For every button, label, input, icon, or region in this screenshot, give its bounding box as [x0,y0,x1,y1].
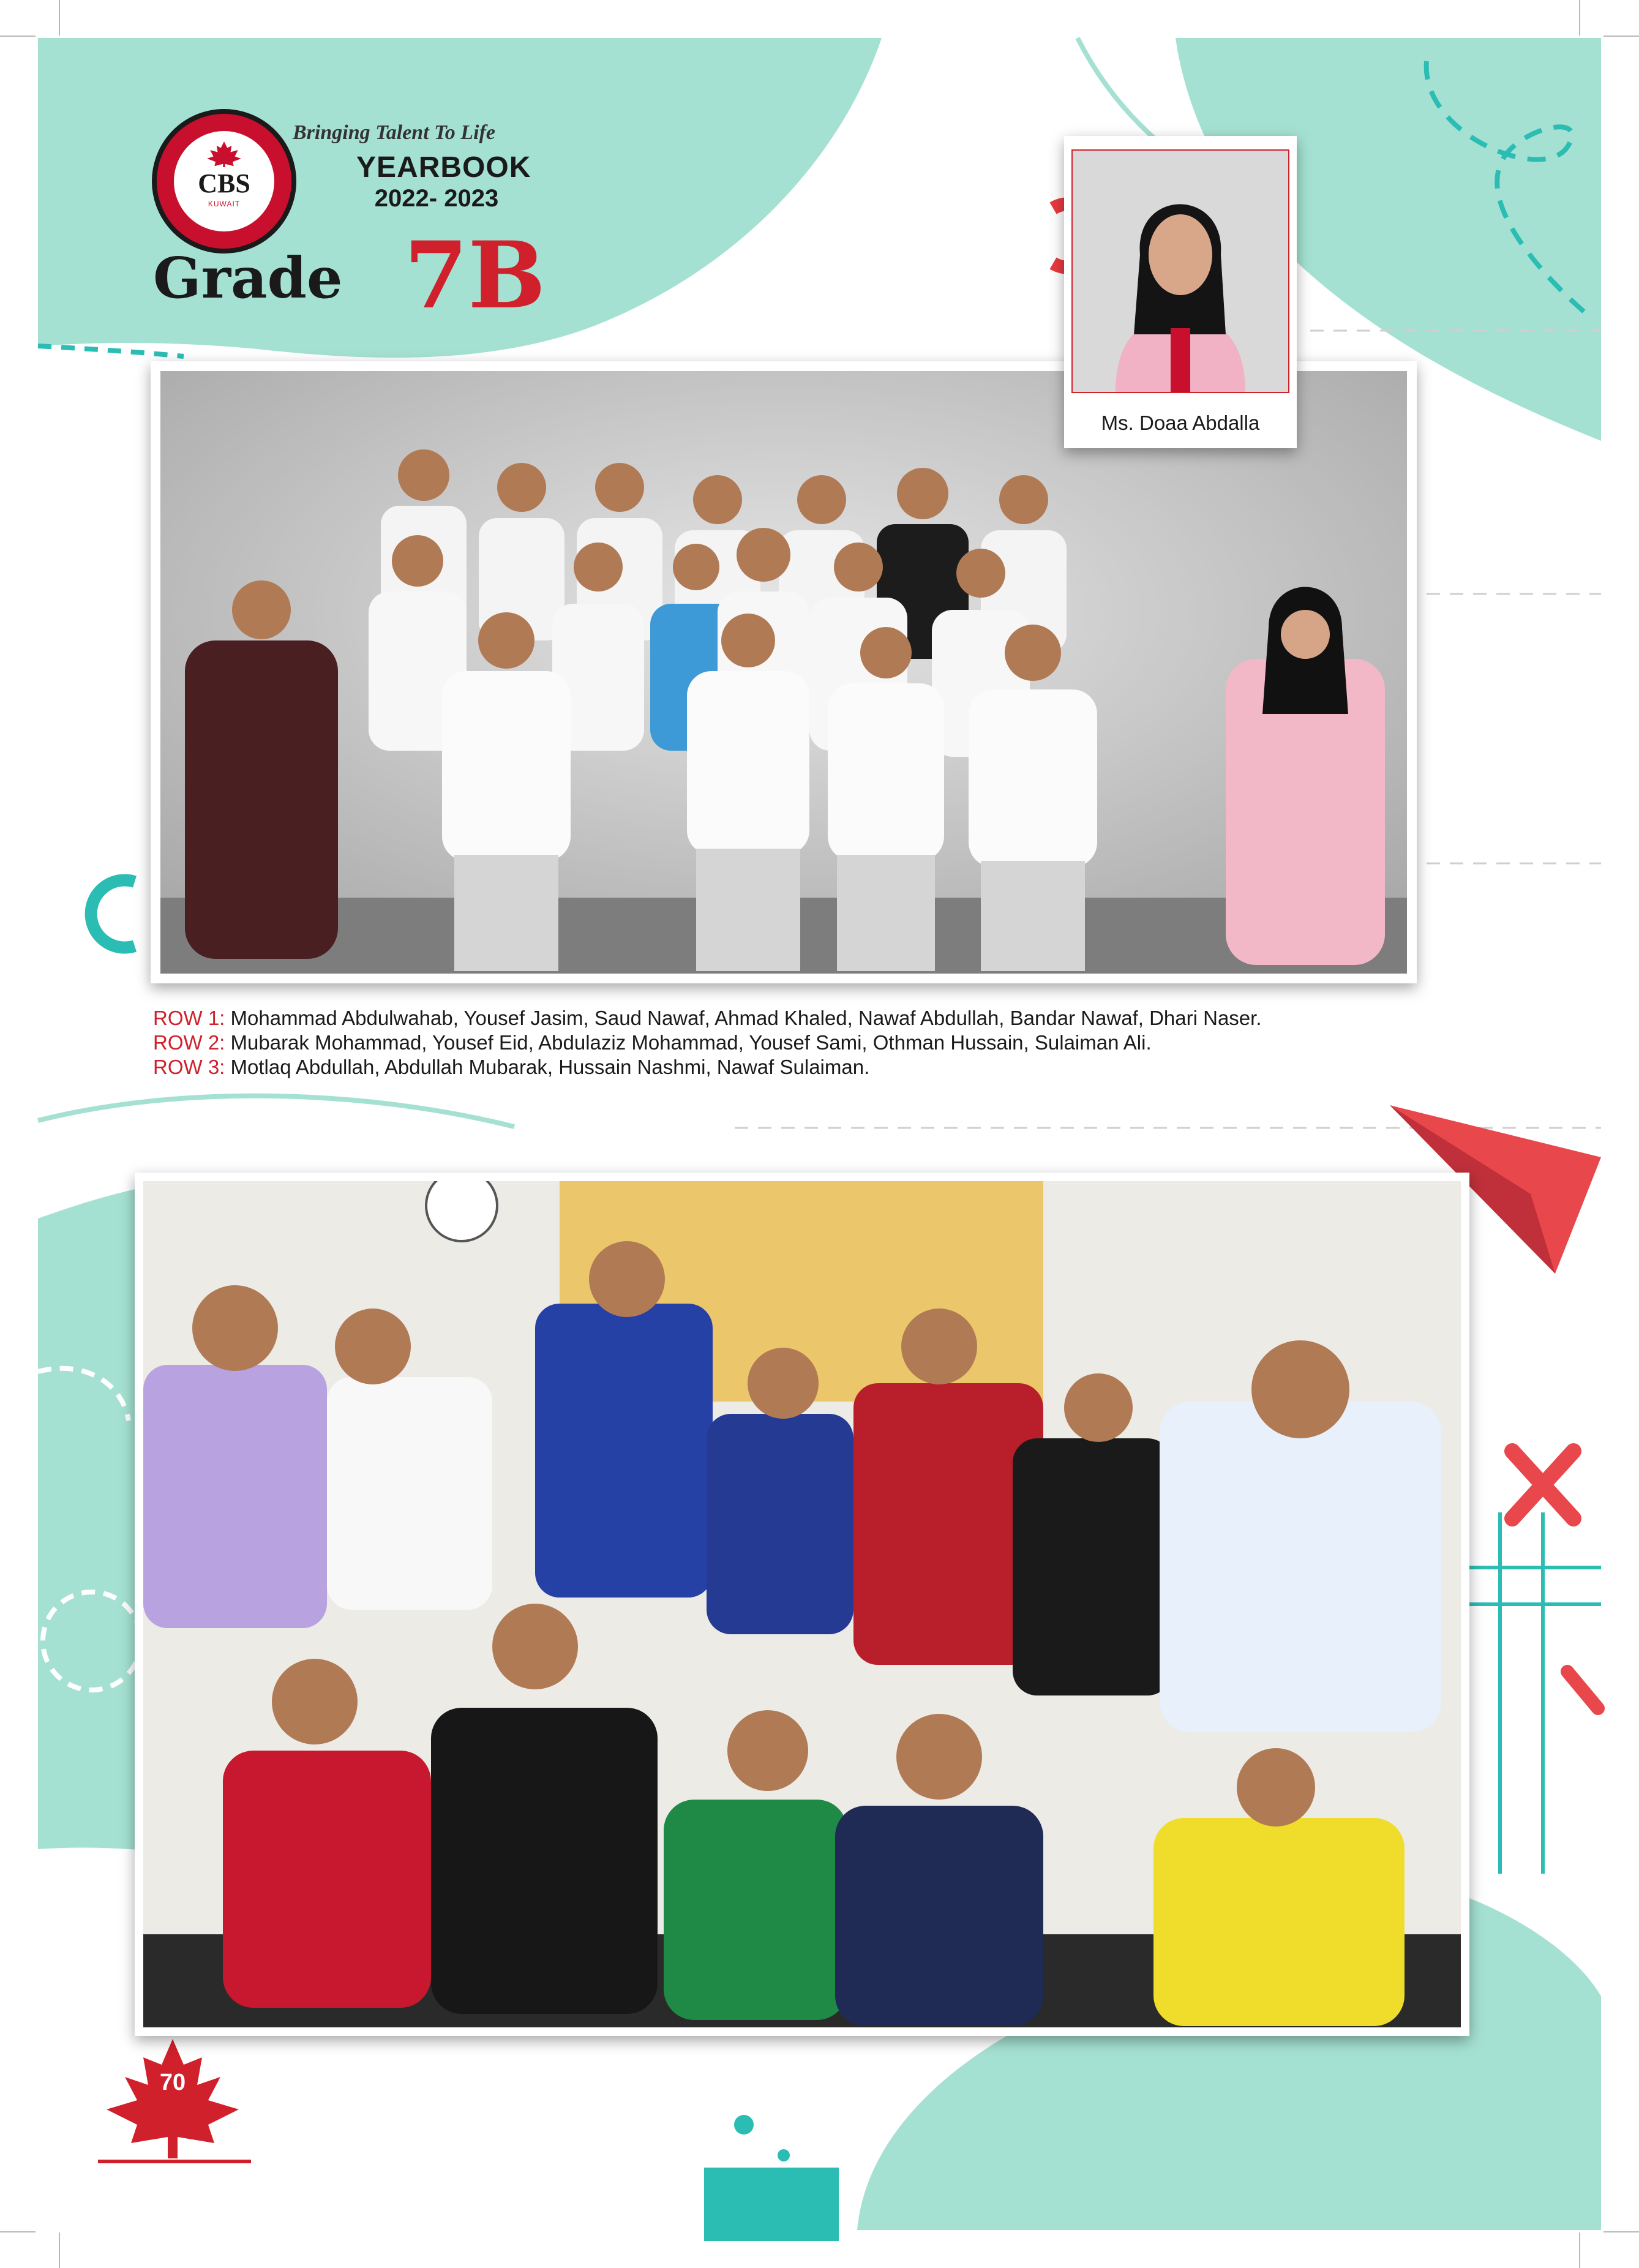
crop-mark [59,2232,60,2268]
logo-text: CBS [198,168,250,198]
crop-mark [1603,2231,1639,2232]
test-tube-decoration [704,2070,839,2241]
crop-mark [0,2231,36,2232]
dashed-line-top-left [38,346,184,356]
school-year: 2022- 2023 [374,185,499,212]
crop-mark [59,0,60,36]
row-names: Mohammad Abdulwahab, Yousef Jasim, Saud Nawaf, Ahmad Khaled, Nawaf Abdullah, Bandar Nawaf, Dhari Naser. [230,1007,1262,1029]
school-logo [152,109,296,253]
class-photo [160,371,1407,974]
left-curve-line [38,1096,514,1127]
caption-row-1 [153,1007,1262,1030]
logo-inner-leaf-icon [207,141,241,168]
library-photo [143,1181,1461,2027]
class-photo-frame [151,361,1417,983]
crop-mark [1603,36,1639,37]
row-label: ROW 1: [153,1007,225,1029]
caption-row-2 [153,1031,1152,1054]
grade-label: Grade [153,245,343,311]
teacher-photo-image [1073,151,1288,392]
caption-row-3 [153,1056,869,1079]
logo-subtext: KUWAIT [208,200,241,208]
red-x-mark [1512,1451,1573,1519]
tagline: Bringing Talent To Life [293,121,495,144]
page-number: 70 [159,2070,186,2095]
crop-mark [1579,0,1580,36]
crop-mark [0,36,36,37]
class-name: 7B [404,222,546,329]
class-photo-image [160,371,1407,974]
maple-leaf-icon [107,2039,239,2158]
teacher-photo-frame [1064,136,1297,448]
row-label: ROW 2: [153,1031,225,1054]
yearbook-label: YEARBOOK [356,151,531,184]
teacher-photo [1071,149,1289,393]
logo-inner-ring [171,129,277,234]
library-photo-image [143,1181,1461,2027]
crop-mark [1579,2232,1580,2268]
library-photo-frame [135,1173,1469,2036]
teacher-name: Ms. Doaa Abdalla [1101,411,1260,434]
teal-arc-decoration [91,880,135,947]
row-label: ROW 3: [153,1056,225,1078]
row-names: Mubarak Mohammad, Yousef Eid, Abdulaziz Mohammad, Yousef Sami, Othman Hussain, Sulaiman Ali. [230,1031,1152,1054]
row-names: Motlaq Abdullah, Abdullah Mubarak, Hussain Nashmi, Nawaf Sulaiman. [230,1056,870,1078]
